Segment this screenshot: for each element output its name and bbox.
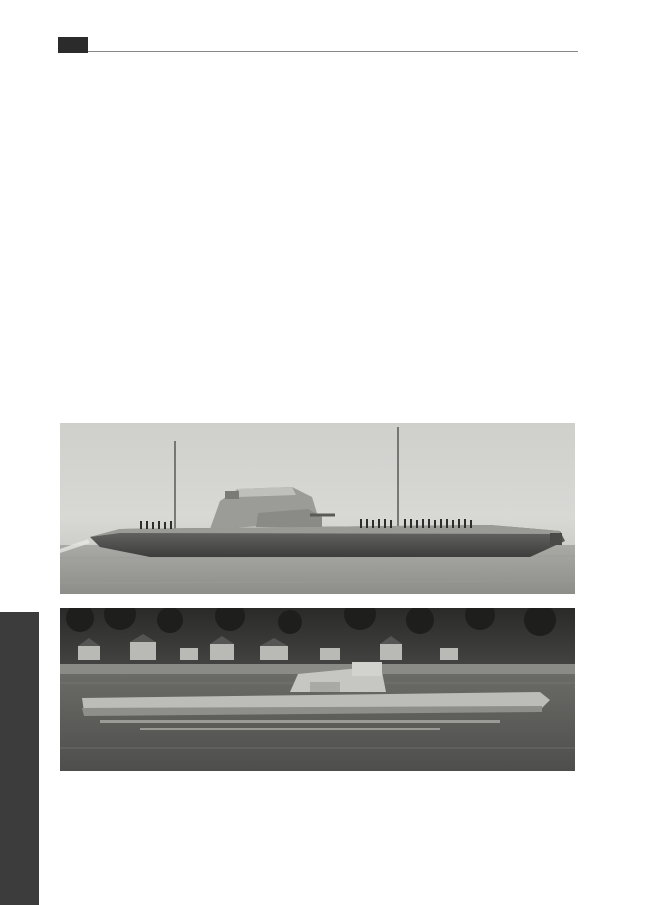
- photo-surcouf-bottom-drawing: [60, 608, 575, 771]
- photo-surcouf-top: [60, 423, 575, 594]
- spine-bar: [0, 612, 39, 905]
- photo-surcouf-top-drawing: [60, 423, 575, 594]
- photo-surcouf-bottom: [60, 608, 575, 771]
- page-number: [58, 37, 88, 53]
- header-rule: [88, 51, 578, 52]
- watermark: [190, 808, 651, 888]
